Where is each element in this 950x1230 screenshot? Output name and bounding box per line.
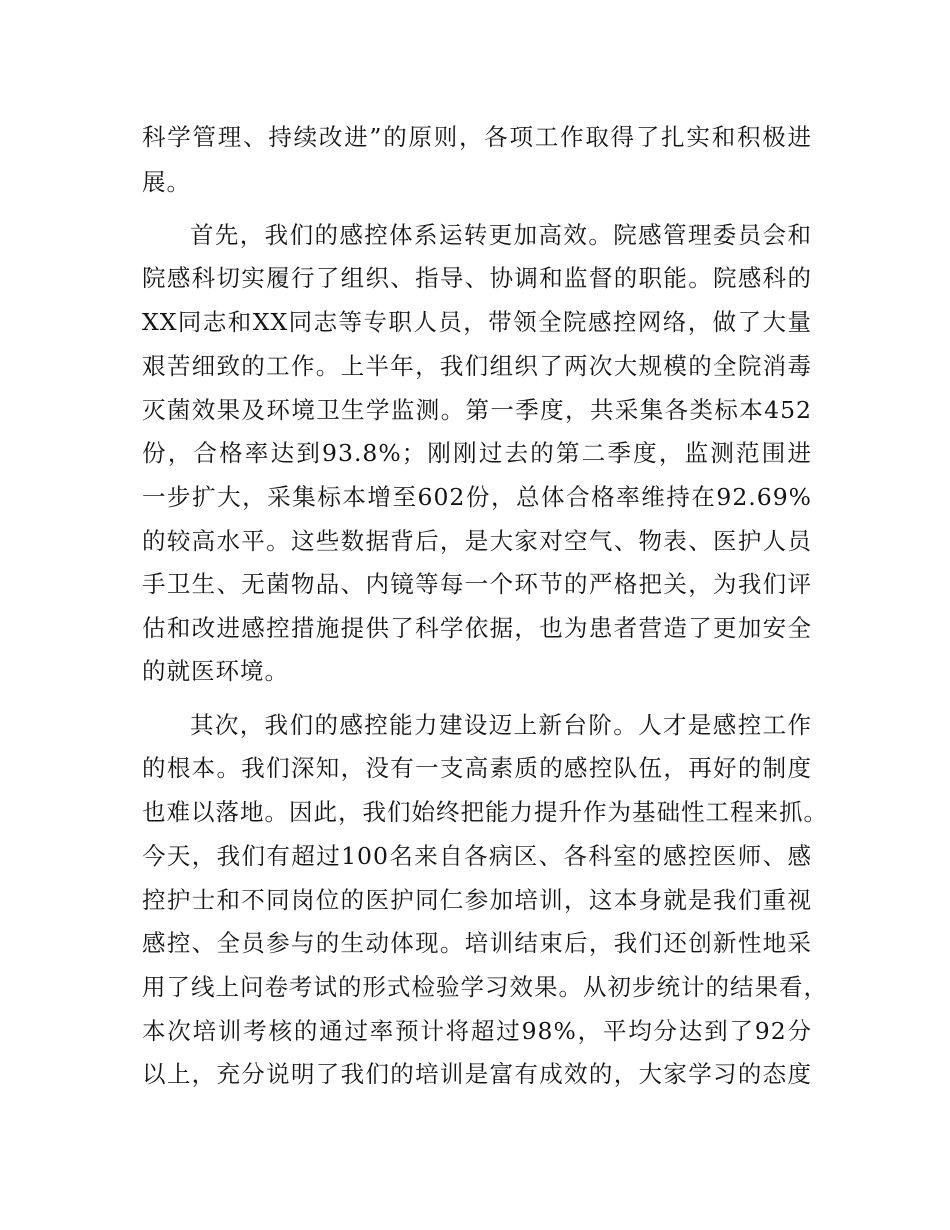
text-line: 也难以落地。因此，我们始终把能力提升作为基础性工程来抓。 bbox=[142, 798, 828, 826]
text-line: 控护士和不同岗位的医护同仁参加培训，这本身就是我们重视 bbox=[142, 886, 812, 914]
text-line: 以上，充分说明了我们的培训是富有成效的，大家学习的态度 bbox=[142, 1060, 812, 1088]
text-line: XX同志和XX同志等专职人员，带领全院感控网络，做了大量 bbox=[142, 308, 812, 336]
text-line: 份，合格率达到93.8%；刚刚过去的第二季度，监测范围进 bbox=[142, 439, 812, 467]
text-line: 展。 bbox=[142, 168, 191, 196]
paragraph-first-line: 首先，我们的感控体系运转更加高效。院感管理委员会和 bbox=[190, 221, 812, 249]
paragraph-first-line: 其次，我们的感控能力建设迈上新台阶。人才是感控工作 bbox=[190, 711, 812, 739]
text-line: 感控、全员参与的生动体现。培训结束后，我们还创新性地采 bbox=[142, 929, 812, 957]
text-line: 一步扩大，采集标本增至602份，总体合格率维持在92.69% bbox=[142, 483, 812, 511]
text-line: 估和改进感控措施提供了科学依据，也为患者营造了更加安全 bbox=[142, 614, 812, 642]
text-line: 今天，我们有超过100名来自各病区、各科室的感控医师、感 bbox=[142, 842, 812, 870]
text-line: 灭菌效果及环境卫生学监测。第一季度，共采集各类标本452 bbox=[142, 396, 812, 424]
text-line: 用了线上问卷考试的形式检验学习效果。从初步统计的结果看， bbox=[142, 973, 828, 1001]
text-line: 的根本。我们深知，没有一支高素质的感控队伍，再好的制度 bbox=[142, 754, 812, 782]
text-line: 的就医环境。 bbox=[142, 657, 289, 685]
text-line: 艰苦细致的工作。上半年，我们组织了两次大规模的全院消毒 bbox=[142, 352, 812, 380]
text-line: 本次培训考核的通过率预计将超过98%，平均分达到了92分 bbox=[142, 1017, 812, 1045]
text-line: 的较高水平。这些数据背后，是大家对空气、物表、医护人员 bbox=[142, 527, 812, 555]
text-line: 院感科切实履行了组织、指导、协调和监督的职能。院感科的 bbox=[142, 264, 812, 292]
text-line: 手卫生、无菌物品、内镜等每一个环节的严格把关，为我们评 bbox=[142, 570, 812, 598]
text-line: 科学管理、持续改进”的原则，各项工作取得了扎实和积极进 bbox=[142, 123, 812, 151]
